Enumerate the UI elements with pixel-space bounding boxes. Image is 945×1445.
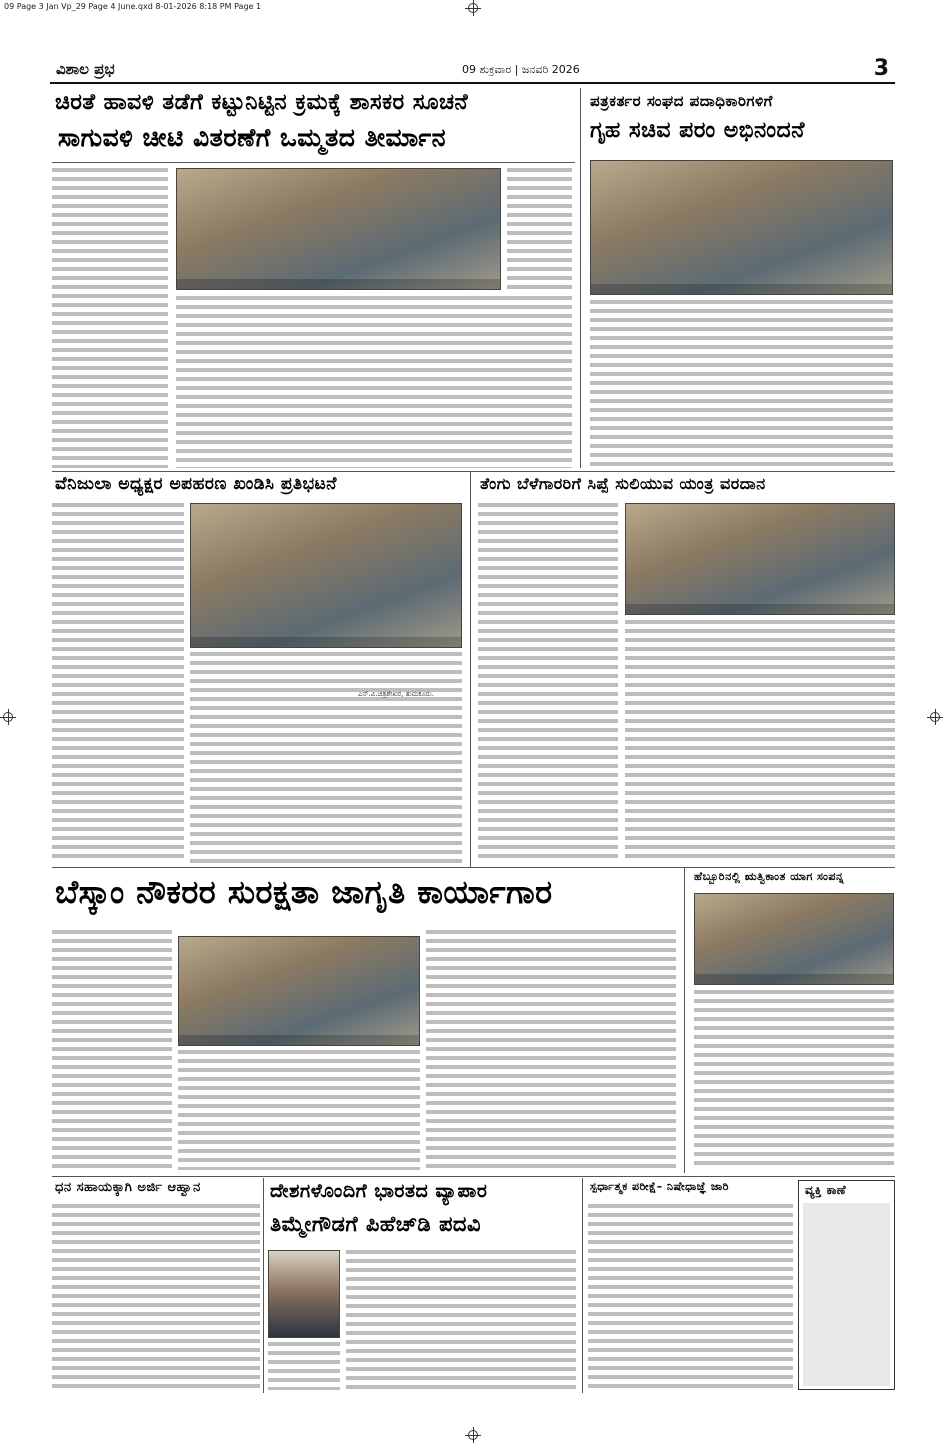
story9-headline: ಸ್ಪರ್ಧಾತ್ಮಕ ಪರೀಕ್ಷೆ– ನಿಷೇಧಾಜ್ಞೆ ಜಾರಿ	[590, 1180, 729, 1193]
story1-column	[52, 168, 168, 468]
story4-column	[478, 503, 618, 863]
story3-byline: ಎಸ್.ವಿ.ಚಿತ್ರಶೇಖರ, ತುಮಕೂರು.	[358, 690, 434, 698]
story10-headline: ವ್ಯಕ್ತಿ ಕಾಣೆ	[805, 1183, 847, 1197]
print-slug: 09 Page 3 Jan Vp_29 Page 4 June.qxd 8-01-2026 8:18 PM Page 1	[4, 2, 262, 11]
masthead	[50, 58, 895, 84]
story7-column	[52, 1204, 260, 1390]
story5-headline: ಬೆಸ್ಕಾಂ ನೌಕರರ ಸುರಕ್ಷತಾ ಜಾಗೃತಿ ಕಾರ್ಯಾಗಾರ	[55, 873, 553, 911]
portrait-photo	[268, 1250, 340, 1338]
story4-lower-columns	[625, 620, 895, 863]
story6-headline: ಹೆಬ್ಬೂರಿನಲ್ಲಿ ಋತ್ವಿಕಾಂತ ಯಾಗ ಸಂಪನ್ನ	[694, 870, 845, 883]
paper-name: ವಿಶಾಲ ಪ್ರಭ	[56, 60, 115, 78]
story2-columns	[590, 300, 893, 468]
story6-photo	[694, 893, 894, 985]
issue-date: 09 ಶುಕ್ರವಾರ | ಜನವರಿ 2026	[462, 63, 580, 76]
story2-photo	[590, 160, 893, 295]
story1-photo	[176, 168, 501, 290]
registration-mark-icon	[3, 712, 13, 722]
story2-headline: ಪತ್ರಕರ್ತರ ಸಂಘದ ಪದಾಧಿಕಾರಿಗಳಿಗೆ	[590, 92, 773, 110]
story10-box	[798, 1180, 895, 1390]
story3-column	[52, 503, 184, 863]
story8-headline: ದೇಶಗಳೊಂದಿಗೆ ಭಾರತದ ವ್ಯಾಪಾರ	[270, 1180, 488, 1202]
registration-mark-icon	[930, 712, 940, 722]
story7-headline: ಧನ ಸಹಾಯಕ್ಕಾಗಿ ಅರ್ಜಿ ಆಹ್ವಾನ	[55, 1180, 201, 1195]
story8-column	[346, 1250, 576, 1390]
story1-headline: ಚಿರತೆ ಹಾವಳಿ ತಡೆಗೆ ಕಟ್ಟುನಿಟ್ಟಿನ ಕ್ರಮಕ್ಕೆ ಶಾಸಕರ ಸೂಚನೆ	[55, 90, 469, 115]
story10-column	[803, 1203, 890, 1386]
story2-subheadline: ಗೃಹ ಸಚಿವ ಪರಂ ಅಭಿನಂದನೆ	[590, 118, 805, 143]
story5-right-columns	[426, 930, 676, 1170]
story1-subheadline: ಸಾಗುವಳಿ ಚೀಟಿ ವಿತರಣೆಗೆ ಒಮ್ಮತದ ತೀರ್ಮಾನ	[58, 123, 446, 152]
story4-headline: ತೆಂಗು ಬೆಳೆಗಾರರಿಗೆ ಸಿಪ್ಪೆ ಸುಲಿಯುವ ಯಂತ್ರ ವರದಾನ	[480, 474, 766, 493]
story1-side-column	[507, 168, 572, 290]
registration-mark-icon	[468, 1430, 478, 1440]
story5-photo	[178, 936, 420, 1046]
story3-headline: ವೆನಿಜುಲಾ ಅಧ್ಯಕ್ಷರ ಅಪಹರಣ ಖಂಡಿಸಿ ಪ್ರತಿಭಟನೆ	[55, 474, 337, 494]
story4-photo	[625, 503, 895, 615]
registration-mark-icon	[468, 3, 478, 13]
page-number: 3	[873, 56, 889, 81]
story5-lower-columns	[178, 1050, 420, 1170]
story5-column	[52, 930, 172, 1170]
story1-lower-columns	[176, 296, 572, 468]
story6-column	[694, 990, 894, 1170]
story8-column-under-photo	[268, 1342, 340, 1390]
story8-subheadline: ತಿಮ್ಮೇಗೌಡಗೆ ಪಿಹೆಚ್‌ಡಿ ಪದವಿ	[270, 1212, 482, 1236]
story3-lower-columns	[190, 652, 462, 863]
story3-photo	[190, 503, 462, 648]
story9-column	[588, 1204, 793, 1390]
